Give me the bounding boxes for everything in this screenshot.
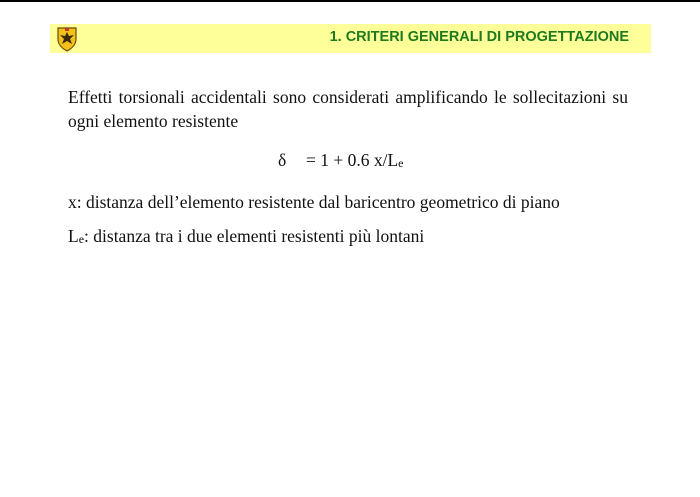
slide-header — [50, 24, 651, 53]
formula-expression: = 1 + 0.6 x/L — [306, 150, 399, 170]
slide-content — [68, 85, 628, 251]
paragraph-accidental-torsion: Effetti torsionali accidentali sono considerati amplificando le sollecitazioni su ogni elemento resistente — [68, 87, 628, 131]
formula-subscript: e — [398, 156, 404, 170]
paragraph-le-definition — [68, 224, 628, 251]
formula-symbol: δ — [278, 150, 287, 170]
top-rule — [0, 0, 700, 2]
paragraph-x-definition: x: distanza dell’elemento resistente dal baricentro geometrico di piano — [68, 192, 560, 212]
le-definition-text: : distanza tra i due elementi resistenti più lontani — [84, 226, 425, 246]
le-subscript: e — [78, 232, 85, 246]
amplification-formula — [278, 148, 628, 175]
le-symbol: L — [68, 226, 79, 246]
slide-title: 1. CRITERI GENERALI DI PROGETTAZIONE — [329, 29, 629, 45]
coat-of-arms-icon — [56, 26, 78, 52]
